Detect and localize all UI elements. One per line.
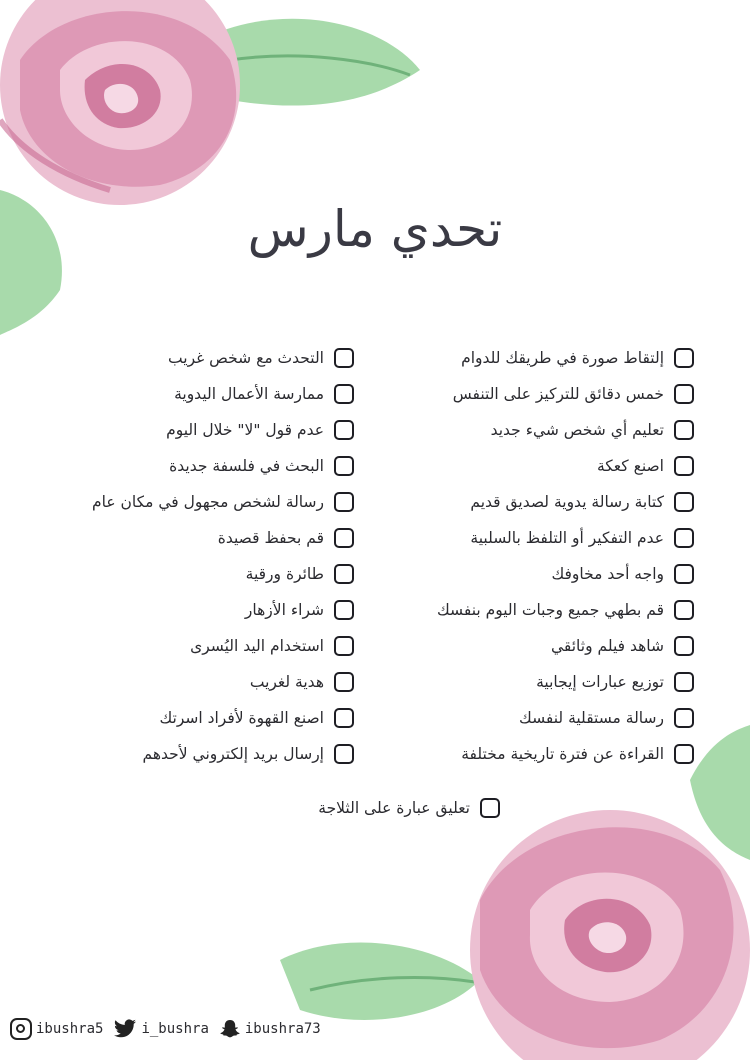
checklist-item-label: إلتقاط صورة في طريقك للدوام (461, 349, 664, 367)
checklist-item-label: خمس دقائق للتركيز على التنفس (452, 385, 664, 403)
checkbox[interactable] (674, 564, 694, 584)
checkbox[interactable] (334, 456, 354, 476)
checklist-item[interactable] (54, 448, 354, 484)
checklist-item[interactable] (54, 376, 354, 412)
checklist-right-column (364, 340, 694, 772)
checklist-item[interactable] (54, 700, 354, 736)
checklist-item[interactable] (364, 736, 694, 772)
checkbox[interactable] (674, 600, 694, 620)
checklist-item-label: التحدث مع شخص غريب (168, 349, 324, 367)
checkbox[interactable] (674, 636, 694, 656)
checklist-item-label: هدية لغريب (249, 673, 324, 691)
checklist-item-label: القراءة عن فترة تاريخية مختلفة (461, 745, 664, 763)
checklist-item[interactable] (54, 556, 354, 592)
checkbox[interactable] (674, 744, 694, 764)
checklist-item-label: واجه أحد مخاوفك (551, 565, 664, 583)
checklist-item-label: تعليم أي شخص شيء جديد (490, 421, 664, 439)
checkbox[interactable] (334, 672, 354, 692)
checklist-item[interactable] (364, 592, 694, 628)
checkbox[interactable] (334, 564, 354, 584)
checkbox[interactable] (334, 420, 354, 440)
checklist-item[interactable] (54, 412, 354, 448)
checkbox[interactable] (334, 492, 354, 512)
instagram-handle: ibushra5 (36, 1021, 104, 1037)
checklist-item-label: قم بطهي جميع وجبات اليوم بنفسك (436, 601, 664, 619)
checkbox[interactable] (334, 636, 354, 656)
checklist-item-label: رسالة مستقلية لنفسك (519, 709, 664, 727)
checklist-item-label: كتابة رسالة يدوية لصديق قديم (470, 493, 664, 511)
checklist-item-label: إرسال بريد إلكتروني لأحدهم (142, 745, 324, 763)
checkbox[interactable] (674, 348, 694, 368)
page-title: تحدي مارس (247, 200, 503, 258)
twitter-handle: i_bushra (141, 1021, 209, 1037)
checkbox[interactable] (674, 456, 694, 476)
checklist-item[interactable] (54, 592, 354, 628)
checkbox[interactable] (674, 492, 694, 512)
snapchat-icon (219, 1018, 241, 1040)
checkbox[interactable] (674, 672, 694, 692)
checklist-item[interactable] (364, 700, 694, 736)
checklist-item[interactable] (54, 520, 354, 556)
checklist-item-label: اصنع القهوة لأفراد اسرتك (159, 709, 324, 727)
checklist-item-label: رسالة لشخص مجهول في مكان عام (92, 493, 324, 511)
checklist-item-label: عدم التفكير أو التلفظ بالسلبية (470, 529, 664, 547)
checklist-left-column (54, 340, 354, 772)
checklist-item-label: اصنع كعكة (596, 457, 664, 475)
checklist-item[interactable] (364, 628, 694, 664)
checklist-item-label: شاهد فيلم وثائقي (550, 637, 664, 655)
instagram-icon (10, 1018, 32, 1040)
rose-illustration-top-left (0, 0, 430, 340)
checkbox[interactable] (674, 384, 694, 404)
checklist-item-label: قم بحفظ قصيدة (217, 529, 324, 547)
checklist-item-label: توزيع عبارات إيجابية (536, 673, 664, 691)
checkbox[interactable] (334, 600, 354, 620)
checklist-item[interactable] (54, 484, 354, 520)
checklist-item-label: تعليق عبارة على الثلاجة (318, 799, 470, 817)
checklist-item-label: عدم قول "لا" خلال اليوم (166, 421, 324, 439)
checklist-item[interactable] (364, 340, 694, 376)
checkbox[interactable] (674, 528, 694, 548)
checklist-item-label: ممارسة الأعمال اليدوية (174, 385, 324, 403)
checklist-item[interactable] (364, 664, 694, 700)
checklist-item[interactable] (54, 736, 354, 772)
checkbox[interactable] (334, 708, 354, 728)
checkbox[interactable] (334, 528, 354, 548)
checklist-item[interactable] (364, 448, 694, 484)
checklist-item[interactable] (54, 628, 354, 664)
checklist-item-label: استخدام اليد اليُسرى (190, 637, 324, 655)
checklist-item[interactable] (364, 376, 694, 412)
checklist-item[interactable] (300, 790, 500, 826)
checklist-item[interactable] (54, 664, 354, 700)
checkbox[interactable] (674, 708, 694, 728)
social-handles (10, 1018, 327, 1040)
checklist-item[interactable] (364, 520, 694, 556)
checklist-extra (300, 790, 500, 826)
checklist-item[interactable] (364, 484, 694, 520)
checkbox[interactable] (334, 744, 354, 764)
snapchat-handle: ibushra73 (244, 1021, 321, 1037)
checklist-item-label: طائرة ورقية (245, 565, 324, 583)
checklist-item[interactable] (364, 412, 694, 448)
twitter-icon (113, 1019, 137, 1039)
checkbox[interactable] (674, 420, 694, 440)
checkbox[interactable] (334, 384, 354, 404)
checkbox[interactable] (334, 348, 354, 368)
checklist-item[interactable] (54, 340, 354, 376)
checklist-item-label: شراء الأزهار (244, 601, 324, 619)
checklist-item-label: البحث في فلسفة جديدة (169, 457, 324, 475)
checkbox[interactable] (480, 798, 500, 818)
checklist-item[interactable] (364, 556, 694, 592)
